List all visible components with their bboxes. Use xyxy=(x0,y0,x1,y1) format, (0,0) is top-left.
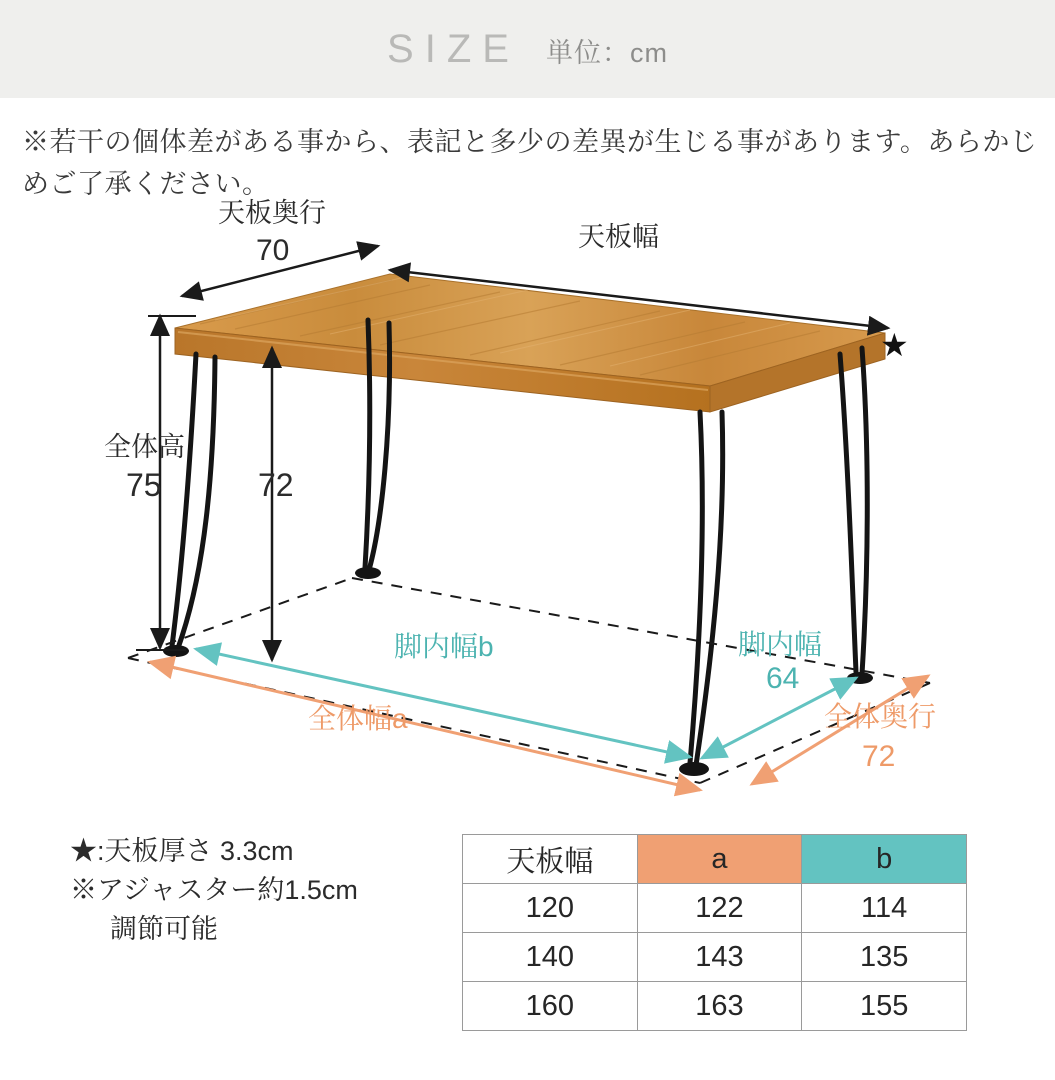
dim-depth-top-label: 天板奥行 xyxy=(218,198,326,228)
cell-a: 143 xyxy=(637,933,802,982)
unit-label: 単位：cm xyxy=(545,37,668,68)
dim-total-width-a-label: 全体幅a xyxy=(308,703,408,734)
cell-width: 140 xyxy=(463,933,638,982)
dim-leg-height-value: 72 xyxy=(258,467,294,503)
dim-width-top-label: 天板幅 xyxy=(578,222,659,252)
size-header-band xyxy=(0,0,1055,98)
tabletop-shape xyxy=(175,274,885,412)
dim-total-depth-value: 72 xyxy=(862,740,896,773)
dim-leg-height xyxy=(258,348,294,660)
table-col-header-b: b xyxy=(802,835,967,884)
cell-a: 122 xyxy=(637,884,802,933)
disclaimer-note: ※若干の個体差がある事から、表記と多少の差異が生じる事があります。あらかじめご了承ください。 xyxy=(22,127,1038,199)
table-col-header-a: a xyxy=(637,835,802,884)
star-icon: ★ xyxy=(880,327,909,363)
table-col-header-width: 天板幅 xyxy=(463,835,638,884)
table-dimension-drawing xyxy=(0,198,1055,818)
floor-outline xyxy=(128,578,930,783)
footnote-adjustable: 調節可能 xyxy=(110,914,218,945)
dim-total-depth-label: 全体奥行 xyxy=(824,701,937,732)
size-table xyxy=(462,834,967,1031)
dim-total-width-a xyxy=(150,662,700,790)
dim-inner-depth xyxy=(702,629,856,758)
footnote-top-thickness: ★:天板厚さ 3.3cm xyxy=(70,836,294,866)
cell-width: 160 xyxy=(463,982,638,1031)
cell-b: 114 xyxy=(802,884,967,933)
dim-inner-width-b-label: 脚内幅b xyxy=(394,631,494,662)
table-header-row xyxy=(463,835,967,884)
cell-b: 135 xyxy=(802,933,967,982)
size-header-inner xyxy=(387,27,668,72)
dim-inner-depth-label: 脚内幅 xyxy=(738,629,823,660)
dim-depth-top xyxy=(182,198,378,296)
footnotes xyxy=(70,832,450,949)
cell-width: 120 xyxy=(463,884,638,933)
dim-total-height-label: 全体高 xyxy=(104,432,185,462)
cell-a: 163 xyxy=(637,982,802,1031)
page-title: SIZE xyxy=(387,26,520,71)
dim-total-height-value: 75 xyxy=(126,467,162,503)
dim-inner-depth-value: 64 xyxy=(766,662,800,695)
dim-inner-width-b xyxy=(196,631,690,757)
footnote-adjuster: ※アジャスター約1.5cm xyxy=(70,875,358,906)
table-row xyxy=(463,933,967,982)
table-row xyxy=(463,982,967,1031)
cell-b: 155 xyxy=(802,982,967,1031)
dim-total-height xyxy=(104,316,196,650)
dim-depth-top-value: 70 xyxy=(256,234,290,267)
table-row xyxy=(463,884,967,933)
